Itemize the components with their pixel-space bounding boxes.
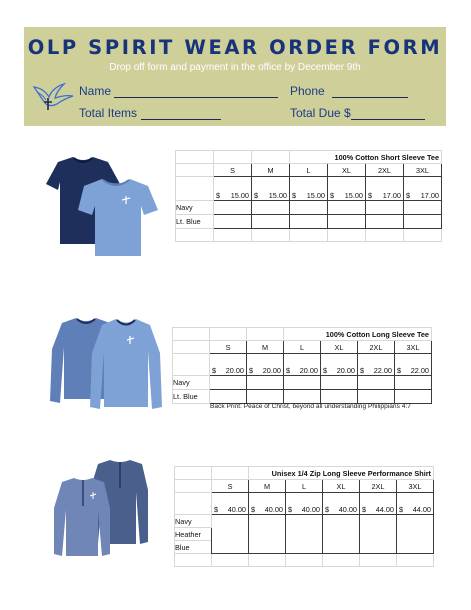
price-cell: $ 40.00 xyxy=(286,493,323,515)
qty-cell[interactable] xyxy=(397,515,434,554)
size-header: S xyxy=(210,341,247,354)
qty-cell[interactable] xyxy=(366,201,404,215)
form-subtitle: Drop off form and payment in the office by December 9th xyxy=(109,62,361,73)
product-title: 100% Cotton Long Sleeve Tee xyxy=(284,328,432,341)
color-label: Navy xyxy=(175,515,212,528)
size-header: 3XL xyxy=(397,480,434,493)
phone-label: Phone xyxy=(290,84,325,98)
qty-cell[interactable] xyxy=(323,515,360,554)
price-cell: $ 20.00 xyxy=(284,354,321,376)
form-title: OLP SPIRIT WEAR ORDER FORM xyxy=(27,36,443,59)
size-header: 3XL xyxy=(395,341,432,354)
color-label: Navy xyxy=(173,376,210,390)
qty-cell[interactable] xyxy=(284,376,321,390)
qty-cell[interactable] xyxy=(210,390,247,404)
size-header: M xyxy=(249,480,286,493)
price-cell: $ 17.00 xyxy=(404,177,442,201)
price-cell: $ 20.00 xyxy=(247,354,284,376)
product-title: Unisex 1/4 Zip Long Sleeve Performance Shirt xyxy=(249,467,434,480)
size-header: XL xyxy=(321,341,358,354)
price-cell: $ 44.00 xyxy=(360,493,397,515)
size-header: L xyxy=(284,341,321,354)
price-cell: $ 40.00 xyxy=(249,493,286,515)
qty-cell[interactable] xyxy=(247,376,284,390)
size-header: L xyxy=(290,164,328,177)
name-field[interactable] xyxy=(114,97,278,98)
total-due-label: Total Due $ xyxy=(290,106,351,120)
size-header: S xyxy=(214,164,252,177)
price-cell: $ 20.00 xyxy=(210,354,247,376)
qty-cell[interactable] xyxy=(360,515,397,554)
qty-cell[interactable] xyxy=(247,390,284,404)
product-title: 100% Cotton Short Sleeve Tee xyxy=(290,151,442,164)
size-header: S xyxy=(212,480,249,493)
color-label: Lt. Blue xyxy=(173,390,210,404)
qty-cell[interactable] xyxy=(404,201,442,215)
dove-cross-icon xyxy=(31,79,75,113)
qty-cell[interactable] xyxy=(290,215,328,229)
size-header: 2XL xyxy=(366,164,404,177)
qty-cell[interactable] xyxy=(358,376,395,390)
total-items-field[interactable] xyxy=(141,119,221,120)
size-header: XL xyxy=(323,480,360,493)
size-header: 2XL xyxy=(360,480,397,493)
long-sleeve-tee-image xyxy=(44,315,166,415)
qty-cell[interactable] xyxy=(321,376,358,390)
size-header: M xyxy=(252,164,290,177)
price-cell: $ 44.00 xyxy=(397,493,434,515)
price-cell: $ 40.00 xyxy=(212,493,249,515)
size-header: 3XL xyxy=(404,164,442,177)
qty-cell[interactable] xyxy=(284,390,321,404)
long-sleeve-order-table xyxy=(172,327,432,404)
total-items-label: Total Items xyxy=(79,106,138,120)
qty-cell[interactable] xyxy=(252,201,290,215)
qty-cell[interactable] xyxy=(290,201,328,215)
price-cell: $ 15.00 xyxy=(328,177,366,201)
qty-cell[interactable] xyxy=(210,376,247,390)
size-header: XL xyxy=(328,164,366,177)
price-cell: $ 22.00 xyxy=(358,354,395,376)
header-banner xyxy=(24,27,446,126)
qty-cell[interactable] xyxy=(252,215,290,229)
price-cell: $ 15.00 xyxy=(214,177,252,201)
qty-cell[interactable] xyxy=(395,376,432,390)
price-cell: $ 15.00 xyxy=(252,177,290,201)
phone-field[interactable] xyxy=(332,97,408,98)
price-cell: $ 17.00 xyxy=(366,177,404,201)
color-label: Blue xyxy=(175,541,212,554)
name-label: Name xyxy=(79,84,112,98)
size-header: M xyxy=(247,341,284,354)
color-label: Heather xyxy=(175,528,212,541)
short-sleeve-order-table xyxy=(175,150,442,242)
qty-cell[interactable] xyxy=(328,215,366,229)
price-cell: $ 40.00 xyxy=(323,493,360,515)
back-print-note: Back Print: Peace of Christ, beyond all understanding Philippians 4:7 xyxy=(210,403,411,410)
color-label: Navy xyxy=(176,201,214,215)
size-header: L xyxy=(286,480,323,493)
qty-cell[interactable] xyxy=(395,390,432,404)
price-cell: $ 20.00 xyxy=(321,354,358,376)
qty-cell[interactable] xyxy=(404,215,442,229)
qty-cell[interactable] xyxy=(358,390,395,404)
price-cell: $ 15.00 xyxy=(290,177,328,201)
quarter-zip-shirt-image xyxy=(50,458,150,558)
qty-cell[interactable] xyxy=(328,201,366,215)
qty-cell[interactable] xyxy=(366,215,404,229)
total-due-field[interactable] xyxy=(351,119,425,120)
size-header: 2XL xyxy=(358,341,395,354)
color-label: Lt. Blue xyxy=(176,215,214,229)
quarter-zip-order-table xyxy=(174,466,434,567)
price-cell: $ 22.00 xyxy=(395,354,432,376)
qty-cell[interactable] xyxy=(212,515,249,554)
qty-cell[interactable] xyxy=(321,390,358,404)
qty-cell[interactable] xyxy=(249,515,286,554)
short-sleeve-tee-image xyxy=(38,152,160,262)
qty-cell[interactable] xyxy=(214,201,252,215)
qty-cell[interactable] xyxy=(214,215,252,229)
qty-cell[interactable] xyxy=(286,515,323,554)
